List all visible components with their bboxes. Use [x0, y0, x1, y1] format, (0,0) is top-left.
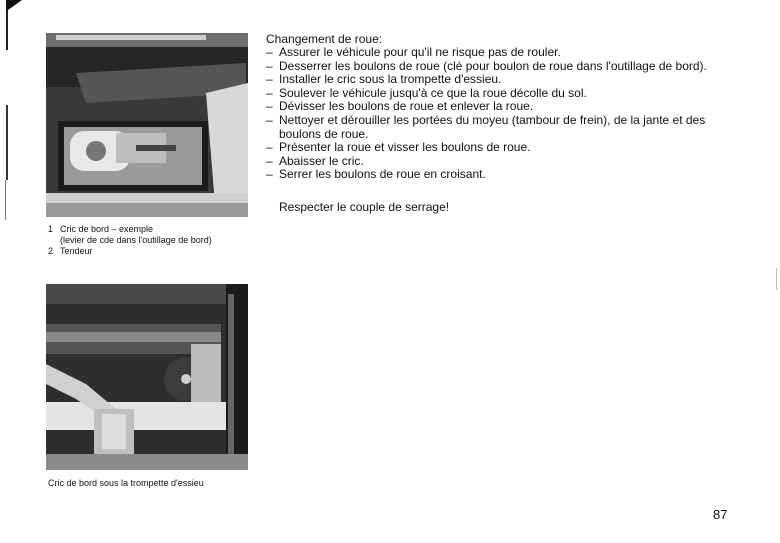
- step-text: Nettoyer et dérouiller les portées du moyeu (tambour de frein), de la jante et des boulons de roue.: [279, 112, 706, 141]
- caption-item-1: [48, 224, 248, 246]
- caption-text: Tendeur: [60, 246, 93, 256]
- photo-jack-onboard: [46, 33, 248, 217]
- step-item: – Abaisser le cric.: [266, 155, 726, 169]
- step-text: Soulever le véhicule jusqu'à ce que la roue décolle du sol.: [279, 85, 587, 100]
- step-text: Desserrer les boulons de roue (clé pour boulon de roue dans l'outillage de bord).: [279, 58, 707, 73]
- step-item: – Assurer le véhicule pour qu'il ne risque pas de rouler.: [266, 46, 726, 60]
- step-text: Serrer les boulons de roue en croisant.: [279, 167, 486, 182]
- step-item: – Soulever le véhicule jusqu'à ce que la roue décolle du sol.: [266, 87, 726, 101]
- page-edge-mark: [776, 268, 777, 290]
- caption-number: 1: [48, 224, 54, 234]
- step-item: – Présenter la roue et visser les boulons de roue.: [266, 141, 726, 155]
- step-text: Présenter la roue et visser les boulons de roue.: [279, 140, 531, 155]
- caption-text: (levier de cde dans l'outillage de bord): [60, 235, 212, 245]
- step-item: – Installer le cric sous la trompette d'essieu.: [266, 73, 726, 87]
- photo-jack-under-axle: [46, 284, 248, 470]
- page-binding-edge: [0, 0, 22, 543]
- torque-note: Respecter le couple de serrage!: [279, 200, 450, 214]
- step-item: – Serrer les boulons de roue en croisant.: [266, 168, 726, 182]
- step-text: Abaisser le cric.: [279, 153, 364, 168]
- caption-number: 2: [48, 246, 54, 256]
- step-item: – Desserrer les boulons de roue (clé pour boulon de roue dans l'outillage de bord).: [266, 60, 726, 74]
- procedure-steps: [266, 46, 726, 182]
- figure2-caption: Cric de bord sous la trompette d'essieu: [48, 478, 204, 488]
- step-item: – Dévisser les boulons de roue et enlever la roue.: [266, 100, 726, 114]
- page-number: 87: [713, 507, 728, 522]
- step-text: Installer le cric sous la trompette d'essieu.: [279, 72, 502, 87]
- figure1-caption: [48, 224, 248, 257]
- caption-item-2: [48, 246, 248, 257]
- caption-text: Cric de bord – exemple: [60, 224, 154, 234]
- step-item: – Nettoyer et dérouiller les portées du moyeu (tambour de frein), de la jante et des boulons de roue.: [266, 114, 726, 141]
- section-title: Changement de roue:: [266, 32, 383, 46]
- step-text: Assurer le véhicule pour qu'il ne risque pas de rouler.: [279, 45, 561, 59]
- step-text: Dévisser les boulons de roue et enlever la roue.: [279, 99, 534, 114]
